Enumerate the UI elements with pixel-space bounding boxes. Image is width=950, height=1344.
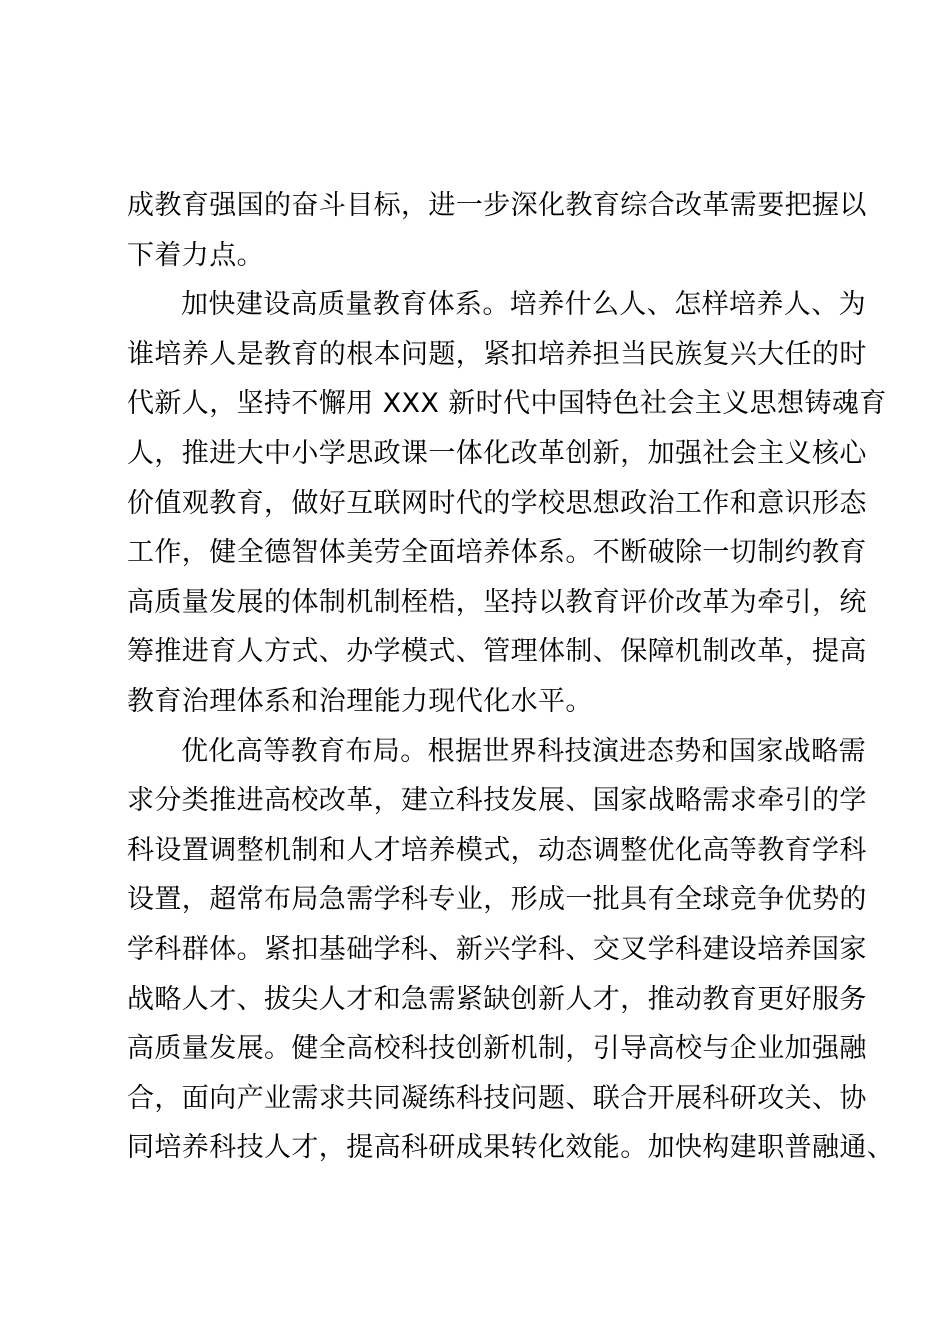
text-line: 下着力点。: [127, 239, 264, 271]
paragraph-intro-continuation: [127, 181, 867, 280]
text-line: 同培养科技人才，提高科研成果转化效能。加快构建职普融通、: [127, 1132, 895, 1164]
text-line: 谁培养人是教育的根本问题，紧扣培养担当民族复兴大任的时: [127, 338, 867, 370]
text-line: 价值观教育，做好互联网时代的学校思想政治工作和意识形态: [127, 487, 867, 519]
text-line-first: 优化高等教育布局。根据世界科技演进态势和国家战略需: [181, 735, 866, 767]
text-line: 设置，超常布局急需学科专业，形成一批具有全球竞争优势的: [127, 884, 867, 916]
text-line: 工作，健全德智体美劳全面培养体系。不断破除一切制约教育: [127, 537, 867, 569]
text-line: 高质量发展的体制机制桎梏，坚持以教育评价改革为牵引，统: [127, 586, 867, 618]
text-line: 求分类推进高校改革，建立科技发展、国家战略需求牵引的学: [127, 785, 867, 817]
text-line: 教育治理体系和治理能力现代化水平。: [127, 685, 593, 717]
text-line: 高质量发展。健全高校科技创新机制，引导高校与企业加强融: [127, 1033, 867, 1065]
text-line-first: 加快建设高质量教育体系。培养什么人、怎样培养人、为: [181, 289, 866, 321]
paragraph-education-system: [127, 280, 887, 726]
text-line: 代新人，坚持不懈用 XXX 新时代中国特色社会主义思想铸魂育: [127, 388, 887, 420]
text-line: 科设置调整机制和人才培养模式，动态调整优化高等教育学科: [127, 834, 867, 866]
text-line: 合，面向产业需求共同凝练科技问题、联合开展科研攻关、协: [127, 1082, 867, 1114]
text-line: 筹推进育人方式、办学模式、管理体制、保障机制改革，提高: [127, 636, 867, 668]
document-body: [127, 181, 895, 1173]
text-line: 人，推进大中小学思政课一体化改革创新，加强社会主义核心: [127, 437, 867, 469]
paragraph-higher-education-layout: [127, 727, 895, 1173]
text-line: 学科群体。紧扣基础学科、新兴学科、交叉学科建设培养国家: [127, 933, 867, 965]
text-line: 成教育强国的奋斗目标，进一步深化教育综合改革需要把握以: [127, 190, 867, 221]
text-line: 战略人才、拔尖人才和急需紧缺创新人才，推动教育更好服务: [127, 983, 867, 1015]
